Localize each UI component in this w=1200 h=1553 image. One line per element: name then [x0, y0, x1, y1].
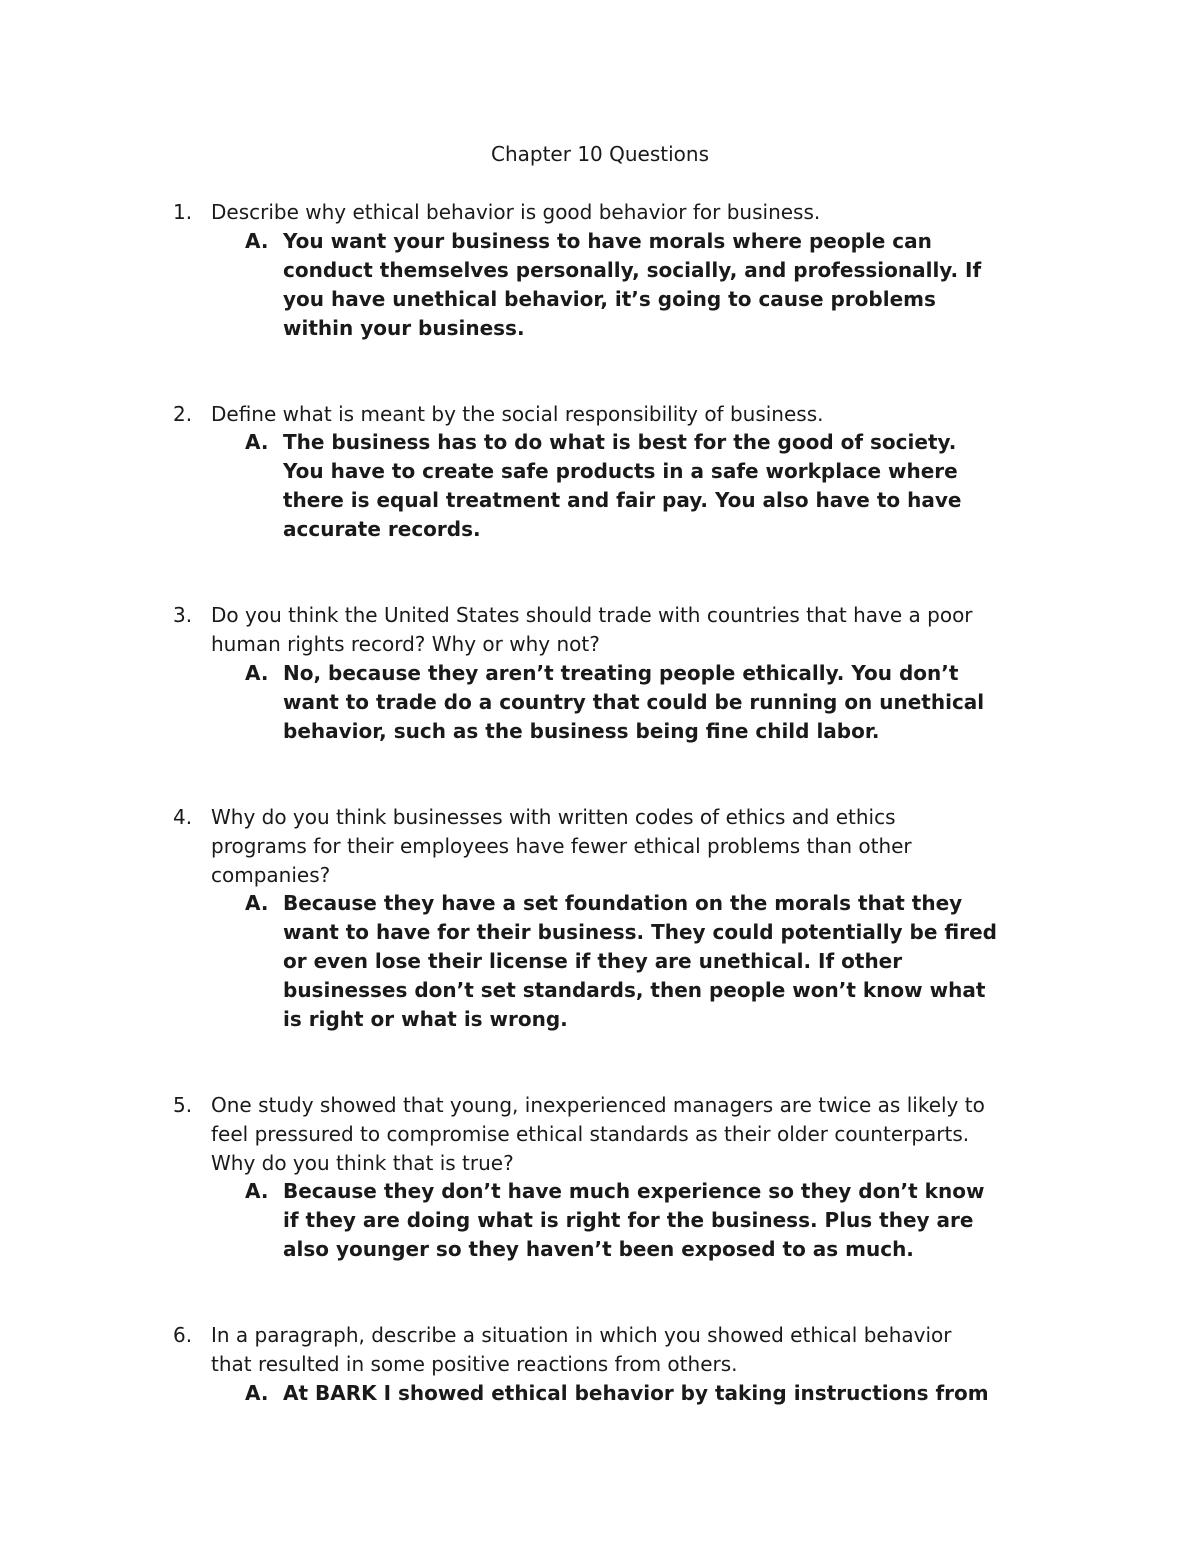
answer-text: Because they have a set foundation on the morals that they want to have for their business. They could potentially be fired or even lose their license if they are unethical. If other businesses don’t set standards, then people won’t know what is right or what is wrong. [283, 891, 997, 1031]
answer-text: The business has to do what is best for the good of society. You have to create safe products in a safe workplace where there is equal treatment and fair pay. You also have to have accurate records. [283, 430, 962, 541]
answer-letter: A. [245, 1179, 269, 1203]
page-title: Chapter 10 Questions [491, 142, 709, 166]
answer-text: Because they don’t have much experience so they don’t know if they are doing what is right for the business. Plus they are also younger so they haven’t been exposed to as much. [283, 1179, 985, 1261]
question-text: Define what is meant by the social responsibility of business. [211, 402, 824, 426]
answer-text: At BARK I showed ethical behavior by taking instructions from [283, 1381, 989, 1405]
question-text: One study showed that young, inexperienced managers are twice as likely to feel pressured to compromise ethical standards as their older counterparts. Why do you think that is true? [211, 1093, 985, 1175]
answer-letter: A. [245, 229, 269, 253]
answer-letter: A. [245, 891, 269, 915]
answer-letter: A. [245, 1381, 269, 1405]
answer-text: You want your business to have morals where people can conduct themselves personally, socially, and professionally. If you have unethical behavior, it’s going to cause problems within your business. [283, 229, 982, 340]
question-number: 4. [173, 805, 193, 829]
answer-letter: A. [245, 430, 269, 454]
question-number: 6. [173, 1323, 193, 1347]
answer-letter: A. [245, 661, 269, 685]
question-text: Do you think the United States should trade with countries that have a poor human rights record? Why or why not? [211, 603, 973, 656]
question-text: In a paragraph, describe a situation in which you showed ethical behavior that resulted in some positive reactions from others. [211, 1323, 952, 1376]
question-text: Describe why ethical behavior is good behavior for business. [211, 200, 821, 224]
question-number: 3. [173, 603, 193, 627]
question-number: 2. [173, 402, 193, 426]
question-number: 5. [173, 1093, 193, 1117]
question-text: Why do you think businesses with written codes of ethics and ethics programs for their employees have fewer ethical problems than other companies? [211, 805, 912, 887]
question-number: 1. [173, 200, 193, 224]
answer-text: No, because they aren’t treating people ethically. You don’t want to trade do a country that could be running on unethical behavior, such as the business being fine child labor. [283, 661, 985, 743]
